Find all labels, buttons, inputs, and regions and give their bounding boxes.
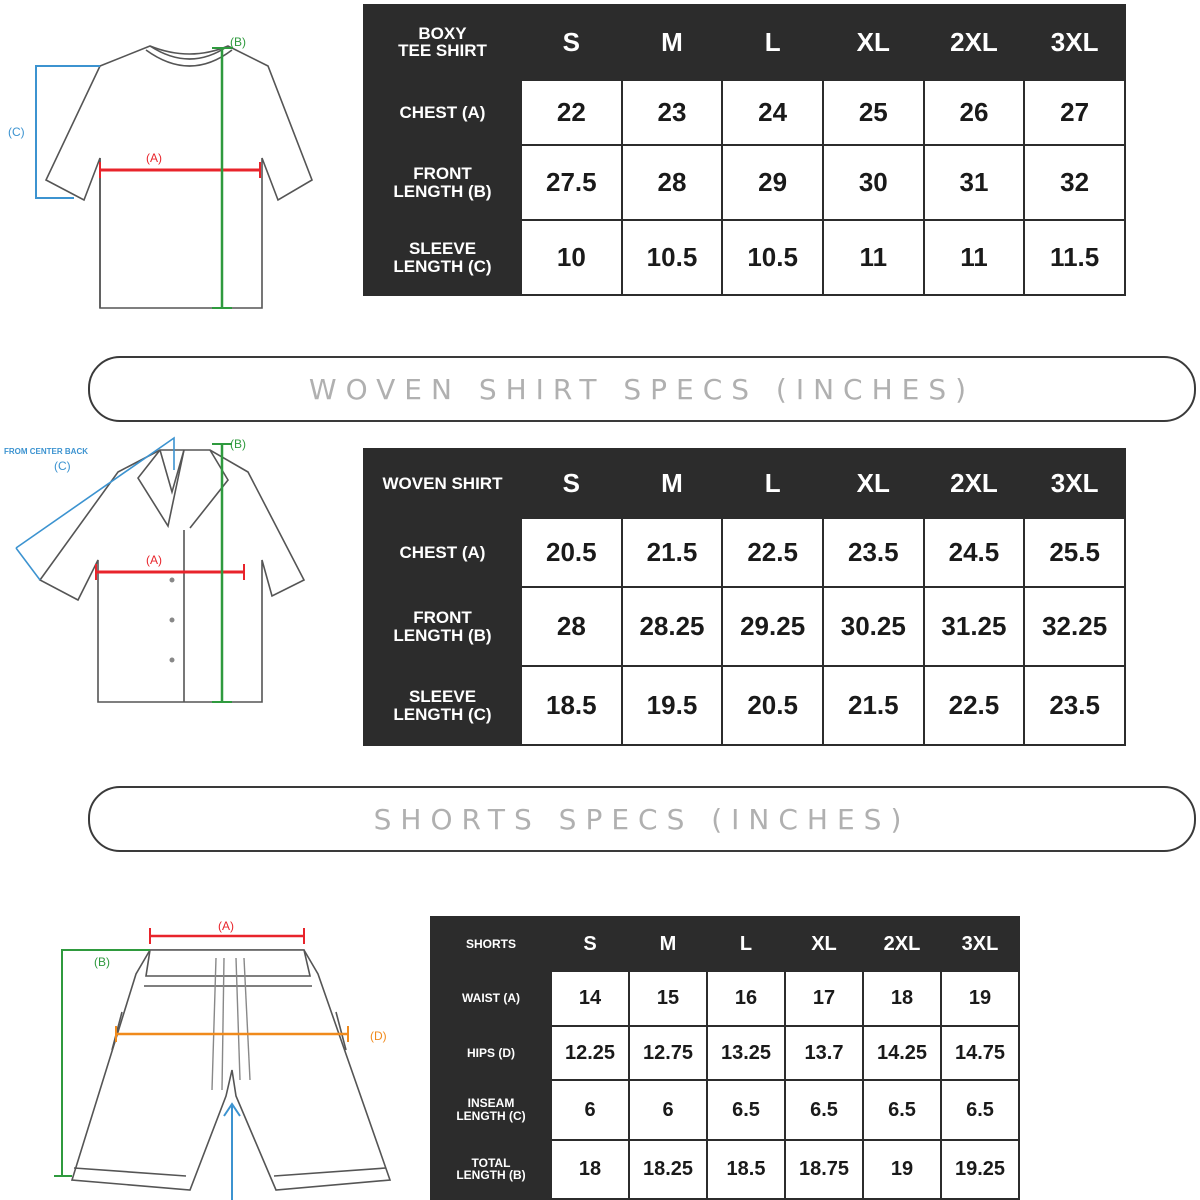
woven-size-header: M — [622, 449, 723, 518]
shorts-size-header: L — [707, 917, 785, 971]
woven-label-c: (C) — [54, 459, 71, 473]
table-row — [364, 587, 1125, 666]
row-label: CHEST (A) — [364, 80, 521, 146]
woven-size-header: L — [722, 449, 823, 518]
woven-size-header: S — [521, 449, 622, 518]
table-row — [364, 80, 1125, 146]
table-cell: 6.5 — [863, 1080, 941, 1139]
table-cell: 28 — [521, 587, 622, 666]
table-row — [364, 518, 1125, 587]
table-cell: 18.25 — [629, 1140, 707, 1199]
table-cell: 28 — [622, 145, 723, 220]
table-cell: 21.5 — [622, 518, 723, 587]
table-cell: 11 — [823, 220, 924, 295]
shorts-size-header: S — [551, 917, 629, 971]
tee-size-header: L — [722, 5, 823, 80]
table-cell: 19 — [863, 1140, 941, 1199]
shorts-size-header: XL — [785, 917, 863, 971]
table-row — [364, 145, 1125, 220]
table-row — [431, 971, 1019, 1025]
table-cell: 11.5 — [1024, 220, 1125, 295]
table-cell: 32 — [1024, 145, 1125, 220]
table-cell: 10.5 — [622, 220, 723, 295]
table-cell: 22.5 — [924, 666, 1025, 745]
table-cell: 6.5 — [785, 1080, 863, 1139]
tee-label-c: (C) — [8, 125, 25, 139]
table-cell: 18.5 — [521, 666, 622, 745]
shorts-size-header: 2XL — [863, 917, 941, 971]
woven-size-header: 3XL — [1024, 449, 1125, 518]
woven-title-cell: WOVEN SHIRT — [364, 449, 521, 518]
tee-size-header: M — [622, 5, 723, 80]
table-cell: 12.75 — [629, 1026, 707, 1080]
table-cell: 18.5 — [707, 1140, 785, 1199]
shorts-specs-banner: SHORTS SPECS (INCHES) — [88, 786, 1196, 852]
tee-size-header: S — [521, 5, 622, 80]
tee-label-b: (B) — [230, 35, 246, 49]
table-cell: 19.25 — [941, 1140, 1019, 1199]
table-cell: 28.25 — [622, 587, 723, 666]
shorts-label-b: (B) — [94, 955, 110, 969]
woven-shirt-specs-banner: WOVEN SHIRT SPECS (INCHES) — [88, 356, 1196, 422]
table-cell: 23.5 — [823, 518, 924, 587]
table-cell: 6 — [551, 1080, 629, 1139]
table-cell: 22.5 — [722, 518, 823, 587]
row-label: TOTAL LENGTH (B) — [431, 1140, 551, 1199]
tee-label-a: (A) — [146, 151, 162, 165]
table-cell: 24.5 — [924, 518, 1025, 587]
table-cell: 23.5 — [1024, 666, 1125, 745]
row-label: SLEEVE LENGTH (C) — [364, 666, 521, 745]
table-cell: 25 — [823, 80, 924, 146]
table-cell: 11 — [924, 220, 1025, 295]
boxy-tee-diagram — [0, 30, 330, 320]
table-cell: 21.5 — [823, 666, 924, 745]
woven-shirt-table — [363, 448, 1126, 746]
table-cell: 32.25 — [1024, 587, 1125, 666]
table-cell: 18 — [863, 971, 941, 1025]
table-cell: 31 — [924, 145, 1025, 220]
table-cell: 27 — [1024, 80, 1125, 146]
table-cell: 19 — [941, 971, 1019, 1025]
table-cell: 12.25 — [551, 1026, 629, 1080]
table-cell: 31.25 — [924, 587, 1025, 666]
table-row — [431, 1026, 1019, 1080]
row-label: FRONT LENGTH (B) — [364, 587, 521, 666]
shorts-label-a: (A) — [218, 919, 234, 933]
table-cell: 27.5 — [521, 145, 622, 220]
table-cell: 22 — [521, 80, 622, 146]
shorts-table — [430, 916, 1020, 1200]
woven-size-header: 2XL — [924, 449, 1025, 518]
row-label: WAIST (A) — [431, 971, 551, 1025]
shorts-label-d: (D) — [370, 1029, 387, 1043]
table-cell: 18 — [551, 1140, 629, 1199]
table-cell: 20.5 — [722, 666, 823, 745]
table-cell: 20.5 — [521, 518, 622, 587]
table-cell: 6 — [629, 1080, 707, 1139]
shorts-header-row — [431, 917, 1019, 971]
woven-label-b: (B) — [230, 437, 246, 451]
row-label: FRONT LENGTH (B) — [364, 145, 521, 220]
table-cell: 30.25 — [823, 587, 924, 666]
table-cell: 29.25 — [722, 587, 823, 666]
tee-size-header: XL — [823, 5, 924, 80]
table-cell: 6.5 — [941, 1080, 1019, 1139]
table-cell: 25.5 — [1024, 518, 1125, 587]
table-row — [431, 1140, 1019, 1199]
row-label: INSEAM LENGTH (C) — [431, 1080, 551, 1139]
shorts-size-header: 3XL — [941, 917, 1019, 971]
table-cell: 15 — [629, 971, 707, 1025]
woven-shirt-diagram — [0, 430, 330, 720]
tee-header-row — [364, 5, 1125, 80]
table-cell: 10 — [521, 220, 622, 295]
boxy-tee-table — [363, 4, 1126, 296]
shorts-diagram — [20, 910, 410, 1200]
tee-size-header: 3XL — [1024, 5, 1125, 80]
table-cell: 10.5 — [722, 220, 823, 295]
woven-label-a: (A) — [146, 553, 162, 567]
table-row — [364, 666, 1125, 745]
table-cell: 30 — [823, 145, 924, 220]
woven-label-c-note: FROM CENTER BACK — [4, 447, 88, 456]
row-label: SLEEVE LENGTH (C) — [364, 220, 521, 295]
table-row — [431, 1080, 1019, 1139]
table-cell: 13.7 — [785, 1026, 863, 1080]
tee-title-cell: BOXY TEE SHIRT — [364, 5, 521, 80]
table-row — [364, 220, 1125, 295]
table-cell: 23 — [622, 80, 723, 146]
row-label: CHEST (A) — [364, 518, 521, 587]
tee-size-header: 2XL — [924, 5, 1025, 80]
table-cell: 6.5 — [707, 1080, 785, 1139]
table-cell: 26 — [924, 80, 1025, 146]
table-cell: 18.75 — [785, 1140, 863, 1199]
table-cell: 17 — [785, 971, 863, 1025]
woven-size-header: XL — [823, 449, 924, 518]
table-cell: 13.25 — [707, 1026, 785, 1080]
table-cell: 14.75 — [941, 1026, 1019, 1080]
table-cell: 14.25 — [863, 1026, 941, 1080]
table-cell: 16 — [707, 971, 785, 1025]
table-cell: 29 — [722, 145, 823, 220]
table-cell: 19.5 — [622, 666, 723, 745]
table-cell: 24 — [722, 80, 823, 146]
table-cell: 14 — [551, 971, 629, 1025]
shorts-title-cell: SHORTS — [431, 917, 551, 971]
shorts-size-header: M — [629, 917, 707, 971]
row-label: HIPS (D) — [431, 1026, 551, 1080]
woven-header-row — [364, 449, 1125, 518]
